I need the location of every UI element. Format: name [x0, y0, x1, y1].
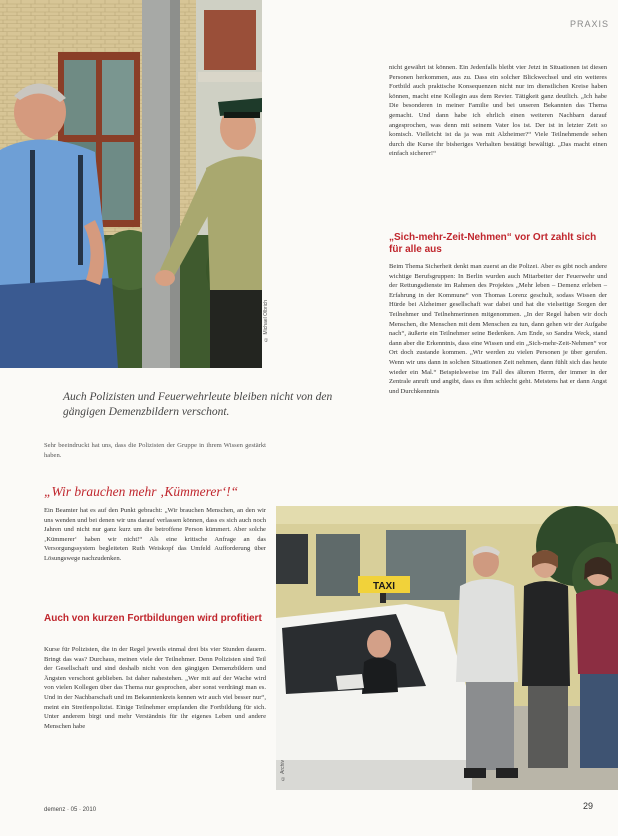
- right-paragraph-1-text: nicht gewährt ist können. Ein Jedenfalls bleibt vier Jetzt in Situationen ist diesen Personen herkommen, aus zu. Dass ein solcher Blickwechsel und ein weiteres Fortbild auch praktische Konsequenzen nicht nur im dienstlichen Kreise haben können, macht eine Kollegin aus dem Revier. Tätigkeit ganz deutlich. „Ich habe Die besonderen in meiner Familie und bei unseren Bekannten das Thema gemacht. Und dann habe ich ehrlich einen weiteren Nachbarn darauf angesprochen, was denn mit seinem Vater los ist. Der ist in letzter Zeit so komisch. Vielleicht ist da ja was mit Alzheimer?“ Viele Teilnehmende sehen durch die Kurse ihr bisheriges Verhalten bestätigt bewältigt. „Das macht einen einfach sicherer!“: [389, 64, 607, 158]
- photo-credit-bottom: © Archiv: [280, 760, 286, 782]
- footer-issue: demenz · 05 · 2010: [44, 807, 97, 813]
- photo-credit-top: © Michael Olbrich: [263, 300, 269, 342]
- right-paragraph-1: [389, 63, 607, 159]
- heading-fortbildungen: Auch von kurzen Fortbildungen wird profitiert: [44, 613, 262, 624]
- taxi-sign-text: TAXI: [372, 581, 396, 592]
- left-paragraph-2: [44, 645, 266, 731]
- photo-taxi-group: [276, 506, 618, 790]
- page-number: 29: [583, 801, 594, 811]
- heading-zeit-nehmen: „Sich-mehr-Zeit-Nehmen“ vor Ort zahlt sich für alle aus: [389, 232, 597, 255]
- heading-kuemmerer: „Wir brauchen mehr ‚Kümmerer‘!“: [44, 484, 239, 499]
- left-intro: [44, 441, 266, 460]
- left-paragraph-1-text: Ein Beamter hat es auf den Punkt gebracht: „Wir brauchen Menschen, an den wir uns wenden und bei denen wir uns darauf verlassen können, dass es sich auch noch Jahren und nicht nur ganz kurz um die betroffene Person kümmert. Aber solche ‚Kümmerer‘ haben wir nicht!“ Als eine kritische Anfrage an das Versorgungssystem begleiteten Ruth Weiskopf das Umfeld Aufforderung über Lösungswege nachzudenken.: [44, 507, 266, 562]
- left-paragraph-2-text: Kurse für Polizisten, die in der Regel jeweils einmal drei bis vier Stunden dauern. Bringt das was? Durchaus, meinen viele der Teilnehmer. Denn Polizisten sind Teil der Gesellschaft und sind deshalb nicht von den gängigen Demenzbildern und Ängsten verschont geblieben. Ist daher nahestehen. „Wer mit auf der Wache wird von vielen Kollegen über das Thema nur gesprochen, aber sonst verdrängt man es. Und in der Nachbarschaft und im Bekanntenkreis kennen wir auch viel besser nur“, meint ein Streifenpolizist. Einige Teilnehmer empfanden die Fortbildung für sich. Unter anderem birgt und mehr Verständnis für ihr eigenes Leben und andere Menschen habe: [44, 646, 266, 730]
- left-paragraph-1: [44, 506, 266, 564]
- photo-police-and-man: [0, 0, 262, 368]
- right-paragraph-2-text: Beim Thema Sicherheit denkt man zuerst an die Polizei. Aber es gibt noch andere wichtige Berufsgruppen: In Berlin wurden auch Mitarbeiter der Feuerwehr und der Rettungsdienste im Rahmen des Projektes „Mehr leben – Demenz erleben – Erfahrung in der Kommune“ von Thomas Lorenz geschult, sodass Wissen der Hürde bei Alzheimer gesellschaft war dabei und hat die vielseitige Sorgen der Teilnehmer und Teilnehmerinnen mitgenommen. „In der Regel haben wir doch Menschen, die Menschen mit dem Menschen zu tun, dann gehen wir der Aufgabe nach“, äußerte ein Teilnehmer seine Bedenken. Am Ende, so Sandra Weck, stand dann aber die Erkenntnis, dass eine Wissen und ein „Sich-mehr-Zeit-Nehmen“ vor Ort doch zustande kommen. „Wir werden zu vielen Personen je über gerufen. Wenn wir uns dann in solchen Situationen Zeit nehmen, dann fühlt sich das heute wieder ein Mal.“ Beispielsweise im Fall des älteren Herrn, der immer in der Zentrale anruft und angibt, dass es ihm schlecht geht. Meistens hat er dann Angst und Durchkenntnis: [389, 263, 607, 395]
- section-label: PRAXIS: [570, 19, 610, 29]
- photo-police-and-man-image: [0, 0, 262, 368]
- right-paragraph-2: [389, 262, 607, 396]
- photo-taxi-group-image: [276, 506, 618, 790]
- photo-caption: Auch Polizisten und Feuerwehrleute bleiben nicht von den gängigen Demenzbildern verschont.: [63, 391, 333, 418]
- left-intro-text: Sehr beeindruckt hat uns, dass die Polizisten der Gruppe in ihrem Wissen gestärkt haben.: [44, 442, 266, 459]
